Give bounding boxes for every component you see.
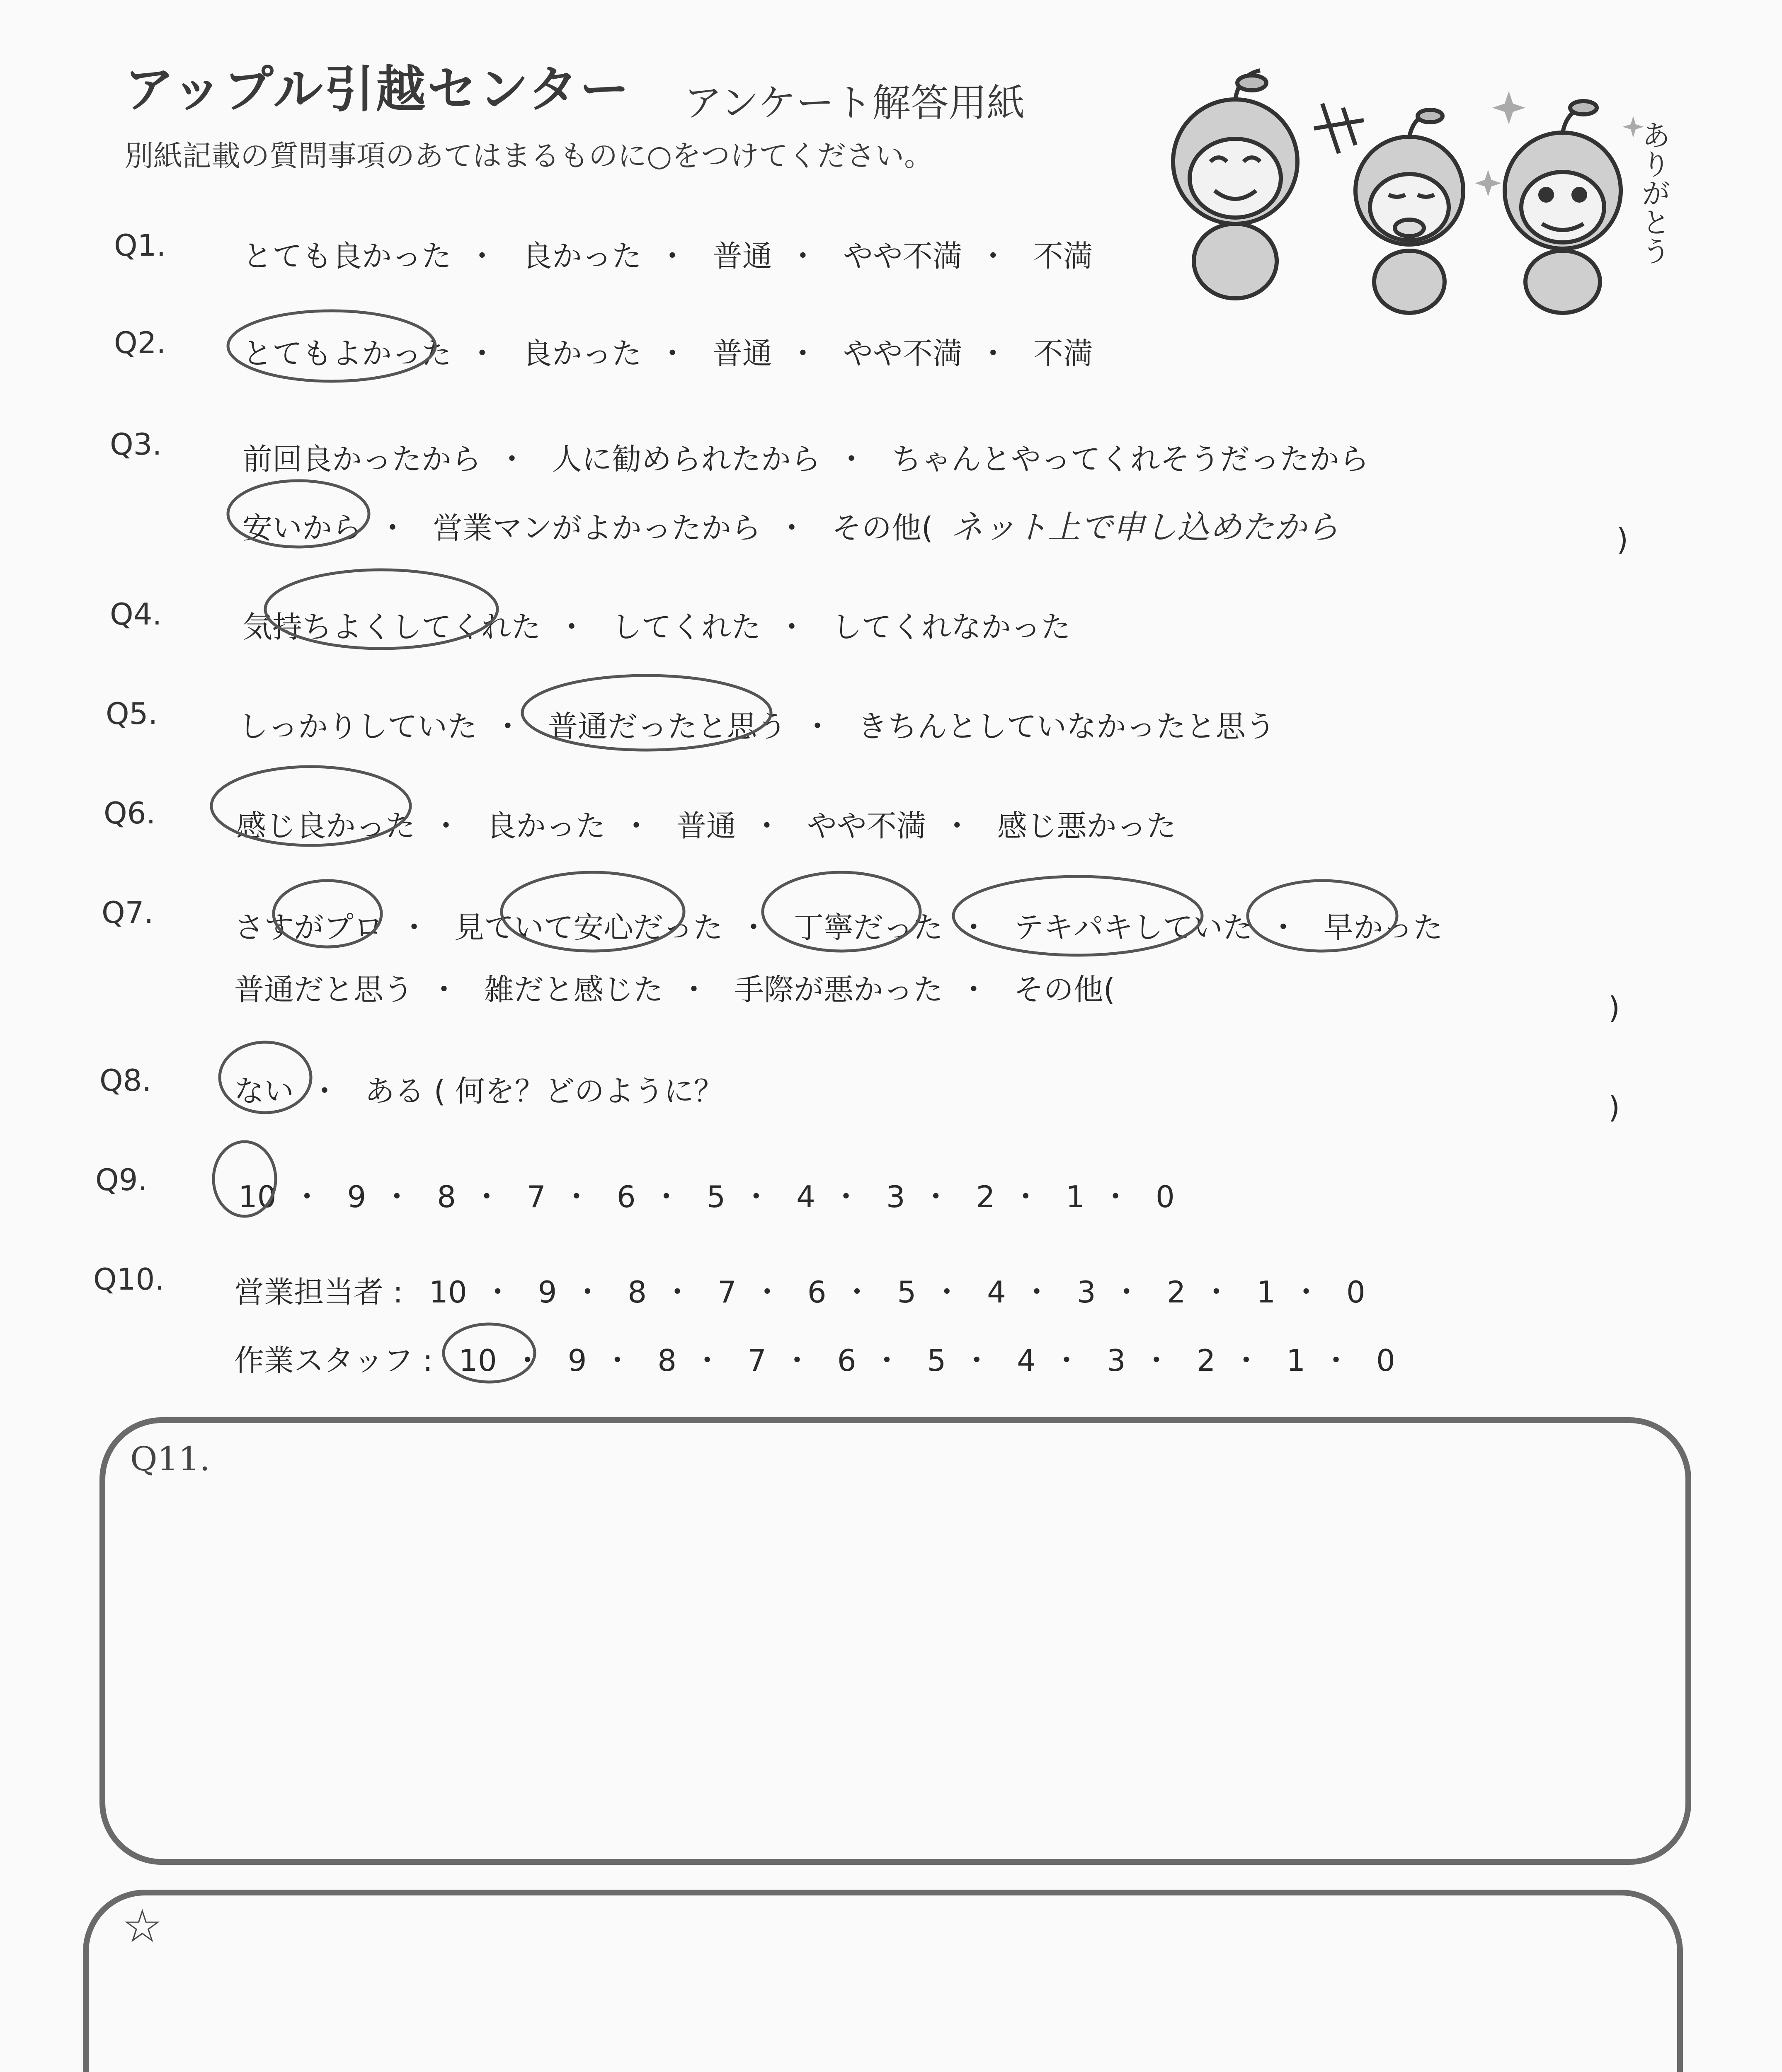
q9-score-2[interactable]: 2 <box>976 1179 995 1214</box>
q2-option-3[interactable]: 普通 <box>712 336 772 371</box>
q3-option-4[interactable]: 安いから <box>242 511 362 545</box>
q10-sales-scale: 営業担当者 : 10 ・ 9 ・ 8 ・ 7 ・ 6 ・ 5 ・ 4 ・ 3 ・ 2 ・ 1 ・ 0 <box>234 1268 1365 1311</box>
q3-options-row1: 前回良かったから ・ 人に勧められたから ・ ちゃんとやってくれそうだったから <box>242 435 1369 478</box>
q8-options: ない ・ ある ( 何を？どのように？ <box>234 1067 724 1110</box>
q9-score-7[interactable]: 7 <box>526 1179 546 1214</box>
q6-option-3[interactable]: 普通 <box>676 808 736 843</box>
q1-option-2[interactable]: 良かった <box>522 239 642 274</box>
q10-sales-score-8[interactable]: 8 <box>628 1275 647 1310</box>
q4-option-1[interactable]: 気持ちよくしてくれた <box>242 610 541 644</box>
q3-option-5[interactable]: 営業マンがよかったから <box>432 511 761 545</box>
q10-staff-score-10[interactable]: 10 <box>459 1343 497 1378</box>
q10-sales-score-6[interactable]: 6 <box>807 1275 827 1310</box>
q10-sales-score-1[interactable]: 1 <box>1256 1275 1276 1310</box>
page-title: アップル引越センター <box>124 61 631 119</box>
q7-label: Q7. <box>102 895 154 930</box>
q10-staff-score-6[interactable]: 6 <box>837 1343 856 1378</box>
q9-score-6[interactable]: 6 <box>616 1179 636 1214</box>
q10-staff-score-2[interactable]: 2 <box>1196 1343 1216 1378</box>
q10-sales-score-0[interactable]: 0 <box>1346 1275 1365 1310</box>
q6-option-5[interactable]: 感じ悪かった <box>997 808 1176 843</box>
q2-option-2[interactable]: 良かった <box>522 336 642 371</box>
comment-box[interactable] <box>83 1890 1683 2072</box>
q8-close-paren: ) <box>1608 1090 1620 1125</box>
q7-option-4[interactable]: テキパキしていた <box>1013 910 1253 945</box>
q10-staff-label: 作業スタッフ : <box>234 1343 433 1378</box>
q10-staff-score-4[interactable]: 4 <box>1017 1343 1036 1378</box>
q11-answer-box[interactable] <box>99 1417 1691 1865</box>
q3-option-2[interactable]: 人に勧められたから <box>552 442 821 477</box>
q10-sales-score-4[interactable]: 4 <box>987 1275 1006 1310</box>
q10-sales-score-5[interactable]: 5 <box>897 1275 916 1310</box>
q9-score-0[interactable]: 0 <box>1156 1179 1175 1214</box>
q3-option-3[interactable]: ちゃんとやってくれそうだったから <box>891 442 1369 477</box>
q7-option-6[interactable]: 普通だと思う <box>234 972 414 1007</box>
q2-option-5[interactable]: 不満 <box>1033 336 1093 371</box>
q3-option-6[interactable]: その他( <box>832 511 933 545</box>
q10-sales-score-7[interactable]: 7 <box>718 1275 737 1310</box>
q10-staff-score-7[interactable]: 7 <box>747 1343 766 1378</box>
q4-label: Q4. <box>110 597 162 632</box>
q9-score-10[interactable]: 10 <box>238 1179 276 1214</box>
q10-staff-score-3[interactable]: 3 <box>1106 1343 1126 1378</box>
q10-staff-score-0[interactable]: 0 <box>1376 1343 1395 1378</box>
q5-options: しっかりしていた ・ 普通だったと思う ・ きちんとしていなかったと思う <box>238 702 1275 746</box>
q5-option-3[interactable]: きちんとしていなかったと思う <box>857 709 1275 744</box>
q1-option-4[interactable]: やや不満 <box>843 239 963 274</box>
q7-option-8[interactable]: 手際が悪かった <box>734 972 943 1007</box>
q6-options: 感じ良かった ・ 良かった ・ 普通 ・ やや不満 ・ 感じ悪かった <box>236 802 1176 845</box>
q9-score-1[interactable]: 1 <box>1066 1179 1085 1214</box>
instruction-text: 別紙記載の質問事項のあてはまるものに○をつけてください。 <box>124 139 933 173</box>
q10-staff-score-8[interactable]: 8 <box>657 1343 677 1378</box>
q8-option-1[interactable]: ない <box>234 1074 294 1109</box>
q10-staff-score-9[interactable]: 9 <box>567 1343 587 1378</box>
q7-option-7[interactable]: 雑だと感じた <box>484 972 663 1007</box>
q9-score-5[interactable]: 5 <box>706 1179 726 1214</box>
q3-options-row2: 安いから ・ 営業マンがよかったから ・ その他( ネット上で申し込めたから <box>242 501 1339 548</box>
q10-sales-score-9[interactable]: 9 <box>538 1275 557 1310</box>
q7-option-1[interactable]: さすがプロ <box>234 910 384 945</box>
q10-staff-score-5[interactable]: 5 <box>927 1343 946 1378</box>
q1-option-3[interactable]: 普通 <box>712 239 772 274</box>
q10-sales-score-3[interactable]: 3 <box>1076 1275 1096 1310</box>
q8-label: Q8. <box>99 1063 152 1098</box>
q2-option-4[interactable]: やや不満 <box>843 336 963 371</box>
q5-option-1[interactable]: しっかりしていた <box>238 709 478 744</box>
thank-you-text: ありがとう <box>1637 120 1671 265</box>
q6-option-1[interactable]: 感じ良かった <box>236 808 416 843</box>
q10-staff-score-1[interactable]: 1 <box>1286 1343 1306 1378</box>
monkey-mascots-icon <box>1144 66 1700 315</box>
q4-option-2[interactable]: してくれた <box>611 610 761 644</box>
q6-option-4[interactable]: やや不満 <box>807 808 926 843</box>
q10-sales-label: 営業担当者 : <box>234 1275 403 1310</box>
q7-options-row1: さすがプロ ・ 見ていて安心だった ・ 丁寧だった ・ テキパキしていた ・ 早かった <box>234 903 1443 946</box>
q4-option-3[interactable]: してくれなかった <box>832 610 1071 644</box>
q2-option-1[interactable]: とてもよかった <box>242 336 452 371</box>
q8-option-2[interactable]: ある ( 何を？どのように？ <box>364 1074 724 1109</box>
q10-sales-score-2[interactable]: 2 <box>1166 1275 1186 1310</box>
q7-options-row2: 普通だと思う ・ 雑だと感じた ・ 手際が悪かった ・ その他( <box>234 966 1115 1009</box>
q3-other-text: ネット上で申し込めたから <box>950 509 1339 546</box>
q11-label: Q11. <box>130 1440 210 1478</box>
q1-label: Q1. <box>114 228 166 263</box>
q9-label: Q9. <box>95 1162 148 1197</box>
q9-score-9[interactable]: 9 <box>347 1179 366 1214</box>
q10-sales-score-10[interactable]: 10 <box>429 1275 467 1310</box>
q7-option-2[interactable]: 見ていて安心だった <box>454 910 723 945</box>
q3-label: Q3. <box>110 427 162 462</box>
q10-staff-scale: 作業スタッフ : 10 ・ 9 ・ 8 ・ 7 ・ 6 ・ 5 ・ 4 ・ 3 ・ 2 ・ 1 ・ 0 <box>234 1336 1395 1380</box>
page-subtitle: アンケート解答用紙 <box>684 81 1025 125</box>
q5-option-2[interactable]: 普通だったと思う <box>548 709 787 744</box>
q9-score-8[interactable]: 8 <box>437 1179 456 1214</box>
q7-close-paren: ) <box>1608 990 1620 1025</box>
q10-label: Q10. <box>93 1262 165 1297</box>
q7-option-5[interactable]: 早かった <box>1323 910 1443 945</box>
q7-option-9[interactable]: その他( <box>1013 972 1115 1007</box>
q1-options: とても良かった ・ 良かった ・ 普通 ・ やや不満 ・ 不満 <box>242 232 1093 275</box>
q5-label: Q5. <box>106 696 158 731</box>
q1-option-1[interactable]: とても良かった <box>242 239 452 274</box>
q2-label: Q2. <box>114 325 166 360</box>
q3-option-1[interactable]: 前回良かったから <box>242 442 482 477</box>
q7-option-3[interactable]: 丁寧だった <box>793 910 943 945</box>
q1-option-5[interactable]: 不満 <box>1033 239 1093 274</box>
q6-option-2[interactable]: 良かった <box>486 808 606 843</box>
q3-close-paren: ) <box>1617 522 1629 557</box>
q9-scale: 10 ・ 9 ・ 8 ・ 7 ・ 6 ・ 5 ・ 4 ・ 3 ・ 2 ・ 1 ・ 0 <box>238 1179 1175 1214</box>
q2-options: とてもよかった ・ 良かった ・ 普通 ・ やや不満 ・ 不満 <box>242 329 1093 373</box>
q9-score-3[interactable]: 3 <box>886 1179 905 1214</box>
star-icon: ☆ <box>122 1900 163 1953</box>
q9-score-4[interactable]: 4 <box>796 1179 815 1214</box>
q4-options: 気持ちよくしてくれた ・ してくれた ・ してくれなかった <box>242 603 1071 646</box>
q6-label: Q6. <box>104 796 156 830</box>
